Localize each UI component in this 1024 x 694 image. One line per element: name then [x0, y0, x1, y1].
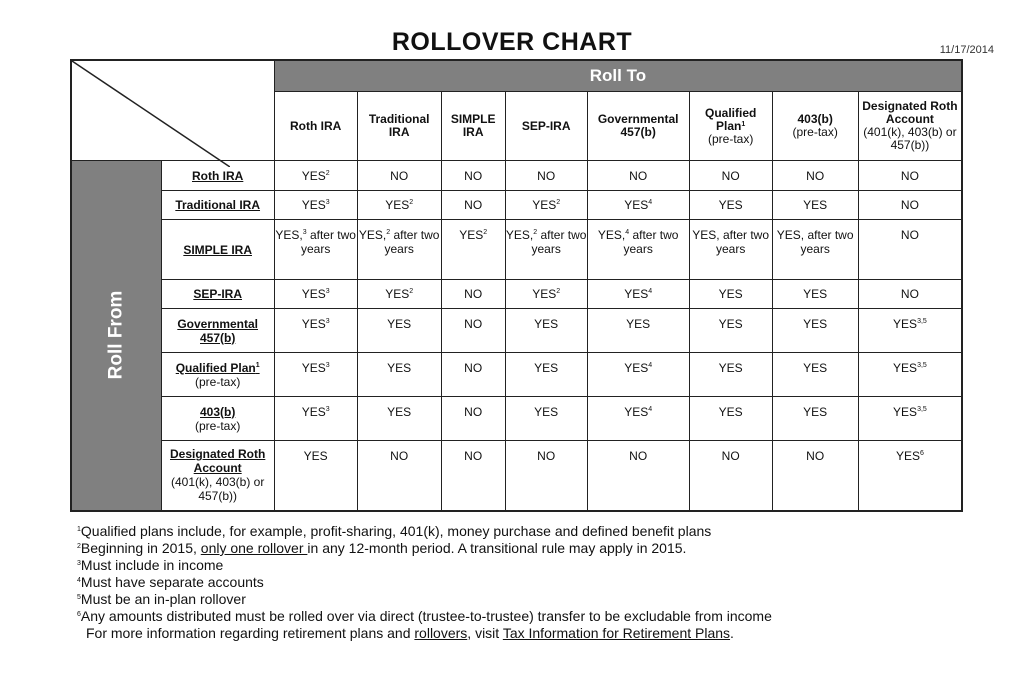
table-cell	[505, 161, 587, 191]
table-cell	[587, 161, 689, 191]
cell-value: YES, after	[776, 228, 832, 242]
column-header-sublabel: (401(k), 403(b) or 457(b))	[863, 125, 957, 152]
footnotes	[77, 523, 977, 642]
column-header	[441, 92, 505, 161]
table-cell	[587, 309, 689, 353]
cell-value: YES	[718, 287, 743, 301]
table-cell	[274, 397, 357, 441]
footnote-marker: 2	[556, 199, 561, 206]
cell-value: YES	[303, 449, 328, 463]
cell-value: YES	[893, 361, 918, 375]
cell-value: YES	[301, 405, 326, 419]
footnote	[77, 557, 977, 574]
document-date: 11/17/2014	[939, 44, 994, 56]
column-header-label: SEP-IRA	[521, 118, 571, 133]
table-cell	[587, 441, 689, 511]
table-cell	[274, 220, 357, 280]
cell-value: NO	[806, 449, 825, 463]
cell-value: NO	[464, 287, 483, 301]
table-cell	[772, 353, 858, 397]
column-header	[505, 92, 587, 161]
footnote-marker: 2	[409, 288, 414, 295]
cell-value: YES	[459, 228, 484, 242]
rollover-chart-table	[70, 59, 963, 512]
footnote-marker: 2	[483, 229, 488, 236]
cell-value: YES	[893, 405, 918, 419]
row-header	[161, 220, 274, 280]
table-row	[71, 441, 962, 511]
cell-value: NO	[464, 405, 483, 419]
footnote-marker: 3	[325, 406, 330, 413]
page-title: ROLLOVER CHART	[391, 28, 633, 56]
column-header-label: Designated Roth Account	[862, 99, 958, 126]
footnote	[77, 574, 977, 591]
cell-value: YES	[301, 168, 326, 183]
table-row	[71, 353, 962, 397]
table-cell	[357, 441, 441, 511]
table-cell	[858, 353, 962, 397]
row-header-label: SEP-IRA	[193, 287, 243, 301]
footnote-marker: 3,5	[917, 406, 927, 413]
cell-value: YES	[534, 317, 559, 331]
footnote-marker: 3	[77, 560, 81, 567]
table-cell	[587, 220, 689, 280]
cell-value: NO	[464, 361, 483, 375]
table-cell	[274, 161, 357, 191]
cell-value: YES	[803, 405, 828, 419]
row-header-label: Governmental 457(b)	[177, 316, 259, 345]
cell-value: YES	[534, 361, 559, 375]
row-header-label: Designated Roth Account	[170, 447, 266, 476]
footnote-text: in any 12-month period. A transitional rule may apply in 2015.	[307, 540, 687, 556]
column-header-label: 403(b)	[797, 112, 833, 126]
table-cell	[357, 353, 441, 397]
footnote-marker: 2	[325, 169, 330, 177]
cell-value: YES	[387, 361, 412, 375]
cell-value: YES	[387, 317, 412, 331]
footnote-marker: 2	[556, 288, 561, 295]
cell-value: NO	[464, 168, 483, 183]
cell-value: YES	[803, 198, 828, 212]
footnote-text: Must be an in-plan rollover	[80, 591, 246, 607]
row-header-label: 403(b)	[200, 404, 236, 419]
table-cell	[505, 280, 587, 309]
more-info-line	[77, 625, 977, 642]
table-cell	[689, 220, 772, 280]
cell-note: after two years	[301, 228, 356, 256]
row-header-label: Roth IRA	[192, 168, 244, 183]
table-cell	[274, 353, 357, 397]
column-header	[689, 92, 772, 161]
cell-value: YES	[624, 405, 649, 419]
cell-value: NO	[900, 228, 919, 242]
table-row	[71, 220, 962, 280]
cell-value: YES	[626, 317, 651, 331]
table-cell	[274, 441, 357, 511]
footnote-marker: 3	[325, 362, 330, 369]
cell-value: YES	[387, 405, 412, 419]
table-cell	[441, 280, 505, 309]
footnote-marker: 1	[741, 120, 746, 128]
cell-note: after two years	[531, 228, 587, 256]
table-cell	[858, 191, 962, 220]
table-cell	[274, 309, 357, 353]
table-cell	[587, 397, 689, 441]
cell-value: NO	[390, 168, 409, 183]
table-cell	[772, 220, 858, 280]
roll-from-label: Roll From	[105, 290, 127, 380]
row-header-label: Traditional IRA	[175, 198, 261, 212]
table-cell	[441, 191, 505, 220]
row-header	[161, 309, 274, 353]
footnote-marker: 5	[77, 594, 81, 601]
cell-value: NO	[900, 168, 919, 183]
footnote-marker: 2	[386, 229, 391, 236]
table-cell	[505, 397, 587, 441]
table-cell	[274, 280, 357, 309]
table-cell	[587, 353, 689, 397]
cell-value: YES	[893, 317, 918, 331]
table-row	[71, 397, 962, 441]
table-cell	[689, 353, 772, 397]
column-header	[274, 92, 357, 161]
table-cell	[689, 397, 772, 441]
tax-info-retirement-plans-link[interactable]: Tax Information for Retirement Plans	[502, 625, 731, 641]
column-header-label: SIMPLE IRA	[450, 112, 496, 139]
footnote-marker: 1	[77, 526, 81, 533]
more-info-text: .	[730, 625, 734, 641]
table-cell	[505, 191, 587, 220]
table-cell	[357, 220, 441, 280]
column-header-sublabel: (pre-tax)	[792, 125, 838, 139]
cell-value: YES	[718, 361, 743, 375]
cell-value: NO	[464, 198, 483, 212]
table-cell	[505, 441, 587, 511]
cell-value: NO	[806, 168, 825, 183]
cell-value: NO	[629, 449, 648, 463]
table-cell	[772, 191, 858, 220]
row-header	[161, 397, 274, 441]
row-header	[161, 191, 274, 220]
cell-value: YES	[624, 361, 649, 375]
footnote-marker: 3	[302, 229, 307, 236]
cell-value: YES	[803, 317, 828, 331]
table-cell	[441, 161, 505, 191]
footnote-text: Qualified plans include, for example, profit-sharing, 401(k), money purchase and defined benefit plans	[80, 523, 712, 539]
column-header-label: Qualified Plan	[705, 105, 757, 133]
table-cell	[772, 280, 858, 309]
footnote-marker: 2	[533, 229, 538, 236]
cell-value: YES,	[597, 228, 626, 242]
cell-value: YES	[624, 287, 649, 301]
footnote-marker: 3	[325, 318, 330, 325]
cell-note: after two years	[623, 228, 679, 256]
footnote	[77, 523, 977, 540]
cell-value: YES	[718, 405, 743, 419]
table-row	[71, 309, 962, 353]
table-row	[71, 280, 962, 309]
cell-value: YES	[803, 361, 828, 375]
cell-value: YES	[301, 287, 326, 301]
cell-value: YES	[301, 198, 326, 212]
row-header-sublabel: (401(k), 403(b) or 457(b))	[170, 475, 265, 504]
rollovers-link[interactable]: rollovers	[414, 625, 468, 641]
footnote	[77, 591, 977, 608]
footnote-text: Beginning in 2015,	[80, 540, 201, 556]
cell-value: YES	[532, 198, 557, 212]
cell-value: NO	[537, 449, 556, 463]
footnote-marker: 6	[77, 611, 81, 618]
table-cell	[441, 397, 505, 441]
footnote-marker: 2	[77, 543, 81, 550]
corner-diagonal	[72, 61, 230, 167]
table-cell	[772, 161, 858, 191]
table-cell	[441, 441, 505, 511]
table-cell	[357, 309, 441, 353]
cell-value: YES	[301, 317, 326, 331]
footnote-marker: 3	[325, 288, 330, 295]
footnote-text: Must have separate accounts	[80, 574, 264, 590]
table-cell	[858, 441, 962, 511]
table-cell	[858, 309, 962, 353]
table-cell	[772, 397, 858, 441]
cell-value: YES, after	[692, 228, 747, 242]
footnote-text: Any amounts distributed must be rolled over via direct (trustee-to-trustee) transfer to be excludable from income	[80, 608, 772, 624]
table-cell	[357, 280, 441, 309]
table-cell	[274, 191, 357, 220]
footnote-marker: 3,5	[917, 362, 927, 369]
column-header	[357, 92, 441, 161]
row-header-label: Qualified Plan$^1$	[175, 360, 260, 375]
footnote-marker: 4	[648, 288, 653, 295]
cell-value: NO	[900, 287, 919, 301]
column-header	[587, 92, 689, 161]
cell-value: YES,	[275, 228, 303, 242]
corner-cell	[71, 60, 274, 161]
row-header-sublabel: (pre-tax)	[195, 374, 241, 389]
cell-value: NO	[464, 317, 483, 331]
cell-value: YES,	[505, 228, 534, 242]
table-cell	[689, 441, 772, 511]
table-cell	[689, 280, 772, 309]
footnote-marker: 3	[325, 199, 330, 206]
column-header-label: Traditional IRA	[368, 112, 430, 139]
cell-note: after two years	[384, 228, 440, 256]
row-header-sublabel: (pre-tax)	[195, 418, 241, 433]
footnote-marker: 2	[409, 199, 414, 206]
cell-value: YES	[895, 449, 920, 463]
cell-note: two years	[800, 228, 854, 256]
table-cell	[441, 353, 505, 397]
table-cell	[587, 280, 689, 309]
more-info-text: , visit	[467, 625, 503, 641]
table-cell	[357, 191, 441, 220]
table-cell	[505, 353, 587, 397]
table-cell	[772, 309, 858, 353]
footnote-marker: 4	[648, 406, 653, 413]
cell-value: YES	[718, 198, 743, 212]
cell-value: YES	[718, 317, 743, 331]
footnote-marker: 4	[648, 199, 653, 206]
row-header	[161, 441, 274, 511]
column-header-label: Governmental 457(b)	[597, 112, 679, 139]
table-row	[71, 191, 962, 220]
footnote-text: Must include in income	[80, 557, 224, 573]
footnote-marker: 4	[648, 362, 653, 369]
column-header	[772, 92, 858, 161]
table-cell	[357, 161, 441, 191]
more-info-text: For more information regarding retirement plans and	[86, 625, 415, 641]
roll-to-header: Roll To	[274, 60, 962, 92]
cell-value: NO	[900, 198, 919, 212]
column-header	[858, 92, 962, 161]
footnote-marker: 1	[255, 361, 260, 369]
footnote	[77, 608, 977, 625]
table-cell	[689, 161, 772, 191]
table-cell	[858, 161, 962, 191]
footnote-marker: 6	[919, 450, 924, 457]
cell-value: NO	[721, 449, 740, 463]
cell-value: NO	[537, 168, 556, 183]
footnote-marker: 3,5	[917, 318, 927, 325]
cell-value: NO	[464, 449, 483, 463]
row-header	[161, 280, 274, 309]
cell-value: YES	[624, 198, 649, 212]
cell-note: two years	[716, 228, 770, 256]
table-cell	[858, 397, 962, 441]
cell-value: YES	[532, 287, 557, 301]
table-cell	[689, 191, 772, 220]
table-cell	[357, 397, 441, 441]
cell-value: YES	[385, 198, 410, 212]
table-cell	[858, 280, 962, 309]
cell-value: YES	[803, 287, 828, 301]
table-cell	[505, 220, 587, 280]
rollover-limit-link[interactable]: only one rollover	[200, 540, 308, 556]
cell-value: NO	[390, 449, 409, 463]
cell-value: YES,	[358, 228, 387, 242]
row-header-label: SIMPLE IRA	[183, 242, 252, 257]
column-header-label: Roth IRA	[290, 118, 342, 133]
row-header	[161, 353, 274, 397]
table-cell	[689, 309, 772, 353]
column-header-sublabel: (pre-tax)	[708, 131, 754, 146]
cell-value: YES	[534, 405, 559, 419]
table-cell	[505, 309, 587, 353]
cell-value: NO	[721, 168, 740, 183]
cell-value: YES	[385, 287, 410, 301]
table-cell	[441, 309, 505, 353]
footnote	[77, 540, 977, 557]
table-cell	[441, 220, 505, 280]
cell-value: NO	[629, 168, 648, 183]
cell-value: YES	[301, 361, 326, 375]
table-cell	[858, 220, 962, 280]
table-cell	[772, 441, 858, 511]
footnote-marker: 4	[77, 577, 81, 584]
footnote-marker: 4	[625, 229, 630, 236]
table-cell	[587, 191, 689, 220]
roll-from-header	[71, 161, 161, 511]
